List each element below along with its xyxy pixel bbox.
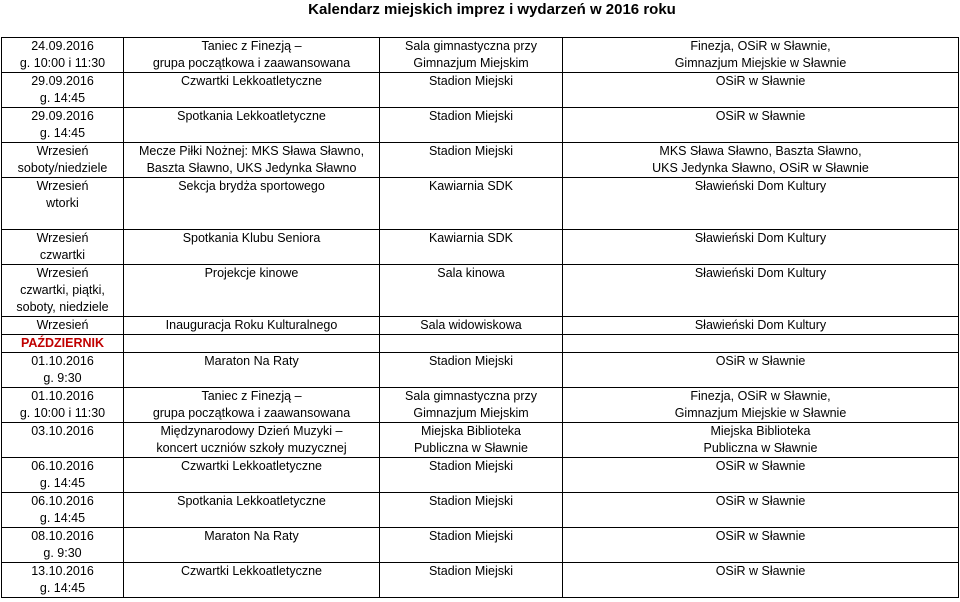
table-row: [2, 38, 959, 73]
place-cell: Sala gimnastyczna przy Gimnazjum Miejskim: [380, 38, 563, 73]
table-row: [2, 178, 959, 230]
organizer-cell: Finezja, OSiR w Sławnie, Gimnazjum Miejskie w Sławnie: [563, 38, 959, 73]
event-cell: Taniec z Finezją – grupa początkowa i zaawansowana: [124, 38, 380, 73]
organizer-cell: OSiR w Sławnie: [563, 528, 959, 563]
events-table: [1, 37, 959, 598]
date-cell: 24.09.2016 g. 10:00 i 11:30: [2, 38, 124, 73]
place-cell: Stadion Miejski: [380, 563, 563, 598]
organizer-cell: OSiR w Sławnie: [563, 353, 959, 388]
table-row: [2, 265, 959, 317]
page-title: Kalendarz miejskich imprez i wydarzeń w 2016 roku: [308, 1, 676, 18]
organizer-cell: OSiR w Sławnie: [563, 493, 959, 528]
place-cell: Sala widowiskowa: [380, 317, 563, 335]
month-header-row: [2, 335, 959, 353]
event-cell: [124, 335, 380, 353]
organizer-cell: OSiR w Sławnie: [563, 108, 959, 143]
event-cell: Czwartki Lekkoatletyczne: [124, 73, 380, 108]
table-row: [2, 563, 959, 598]
organizer-cell: OSiR w Sławnie: [563, 458, 959, 493]
organizer-cell: OSiR w Sławnie: [563, 73, 959, 108]
table-row: [2, 108, 959, 143]
date-cell: 06.10.2016 g. 14:45: [2, 458, 124, 493]
place-cell: Stadion Miejski: [380, 458, 563, 493]
date-cell: Wrzesień soboty/niedziele: [2, 143, 124, 178]
table-row: [2, 458, 959, 493]
place-cell: Stadion Miejski: [380, 493, 563, 528]
place-cell: Sala gimnastyczna przy Gimnazjum Miejskim: [380, 388, 563, 423]
table-row: [2, 317, 959, 335]
table-row: [2, 73, 959, 108]
organizer-cell: Sławieński Dom Kultury: [563, 265, 959, 317]
event-cell: Spotkania Lekkoatletyczne: [124, 108, 380, 143]
event-cell: Czwartki Lekkoatletyczne: [124, 458, 380, 493]
table-row: [2, 423, 959, 458]
organizer-cell: OSiR w Sławnie: [563, 563, 959, 598]
place-cell: Stadion Miejski: [380, 528, 563, 563]
event-cell: Sekcja brydża sportowego: [124, 178, 380, 230]
organizer-cell: MKS Sława Sławno, Baszta Sławno, UKS Jedynka Sławno, OSiR w Sławnie: [563, 143, 959, 178]
table-row: [2, 493, 959, 528]
place-cell: Miejska Biblioteka Publiczna w Sławnie: [380, 423, 563, 458]
date-cell: 01.10.2016 g. 9:30: [2, 353, 124, 388]
event-cell: Spotkania Klubu Seniora: [124, 230, 380, 265]
date-cell: Wrzesień wtorki: [2, 178, 124, 230]
table-row: [2, 528, 959, 563]
event-cell: Maraton Na Raty: [124, 353, 380, 388]
date-cell: 29.09.2016 g. 14:45: [2, 73, 124, 108]
place-cell: [380, 335, 563, 353]
table-row: [2, 143, 959, 178]
place-cell: Stadion Miejski: [380, 353, 563, 388]
table-row: [2, 388, 959, 423]
date-cell: Wrzesień czwartki, piątki, soboty, niedziele: [2, 265, 124, 317]
event-cell: Inauguracja Roku Kulturalnego: [124, 317, 380, 335]
event-cell: Międzynarodowy Dzień Muzyki – koncert uczniów szkoły muzycznej: [124, 423, 380, 458]
organizer-cell: Sławieński Dom Kultury: [563, 317, 959, 335]
date-cell: 08.10.2016 g. 9:30: [2, 528, 124, 563]
month-label: PAŹDZIERNIK: [2, 335, 124, 353]
place-cell: Kawiarnia SDK: [380, 178, 563, 230]
table-row: [2, 230, 959, 265]
place-cell: Sala kinowa: [380, 265, 563, 317]
event-cell: Maraton Na Raty: [124, 528, 380, 563]
organizer-cell: Sławieński Dom Kultury: [563, 230, 959, 265]
event-cell: Taniec z Finezją – grupa początkowa i zaawansowana: [124, 388, 380, 423]
date-cell: 29.09.2016 g. 14:45: [2, 108, 124, 143]
table-row: [2, 353, 959, 388]
date-cell: Wrzesień: [2, 317, 124, 335]
event-cell: Projekcje kinowe: [124, 265, 380, 317]
date-cell: 13.10.2016 g. 14:45: [2, 563, 124, 598]
date-cell: 01.10.2016 g. 10:00 i 11:30: [2, 388, 124, 423]
event-cell: Mecze Piłki Nożnej: MKS Sława Sławno, Baszta Sławno, UKS Jedynka Sławno: [124, 143, 380, 178]
event-cell: Spotkania Lekkoatletyczne: [124, 493, 380, 528]
organizer-cell: Sławieński Dom Kultury: [563, 178, 959, 230]
date-cell: 06.10.2016 g. 14:45: [2, 493, 124, 528]
organizer-cell: Finezja, OSiR w Sławnie, Gimnazjum Miejskie w Sławnie: [563, 388, 959, 423]
place-cell: Stadion Miejski: [380, 108, 563, 143]
organizer-cell: [563, 335, 959, 353]
place-cell: Stadion Miejski: [380, 73, 563, 108]
date-cell: 03.10.2016: [2, 423, 124, 458]
date-cell: Wrzesień czwartki: [2, 230, 124, 265]
organizer-cell: Miejska Biblioteka Publiczna w Sławnie: [563, 423, 959, 458]
event-cell: Czwartki Lekkoatletyczne: [124, 563, 380, 598]
place-cell: Kawiarnia SDK: [380, 230, 563, 265]
place-cell: Stadion Miejski: [380, 143, 563, 178]
